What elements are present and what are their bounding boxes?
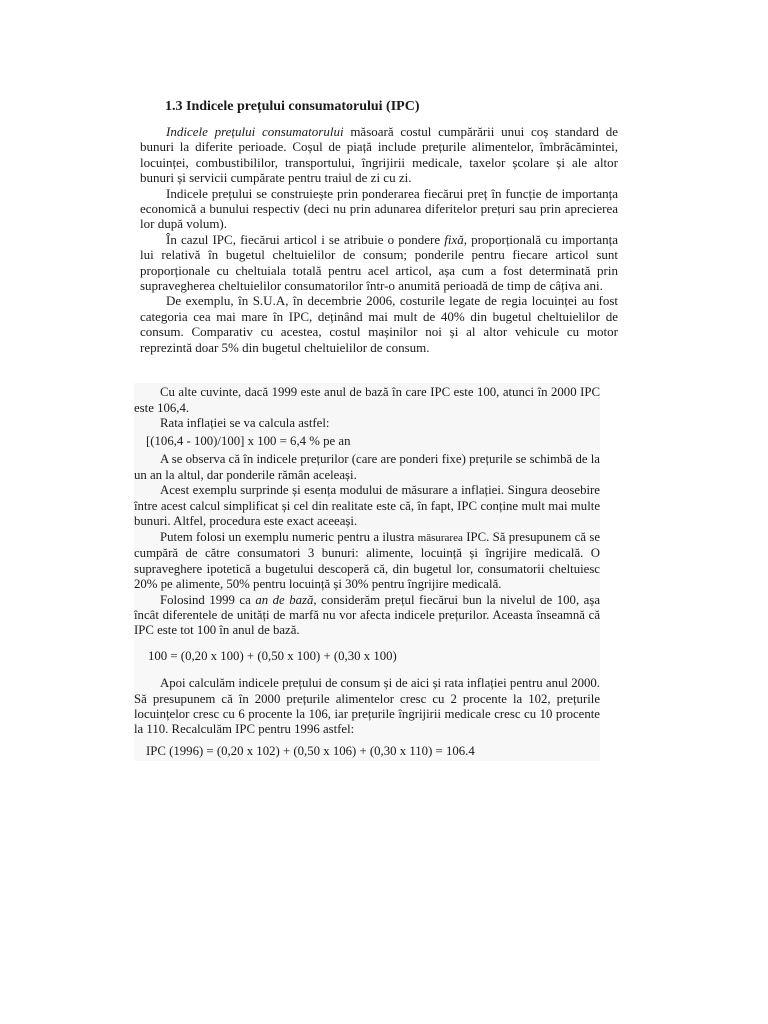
paragraph-numeric-example: Putem folosi un exemplu numeric pentru a ilustra măsurarea IPC. Să presupunem că se cumpără de către consumatori 3 bunuri: alimente, locuință și îngrijire medicală. O supraveghere ipotetică a bugetului descoperă că, din bugetul lor, consumatorii cheltuiesc 20% pe alimente, 50% pentru locuință și 30% pentru îngrijire medicală.	[134, 530, 601, 592]
formula-ipc-1996: IPC (1996) = (0,20 x 102) + (0,50 x 106) + (0,30 x 110) = 106.4	[146, 743, 475, 758]
paragraph-recalculation: Apoi calculăm indicele prețului de consum și de aici și rata inflației pentru anul 2000. Să presupunem că în 2000 prețurile alimentelor cresc cu 2 procente la 102, prețurile locuințelor cresc cu 6 procente la 106, iar prețurile îngrijirii medicale cresc cu 10 procente la 110. Recalculăm IPC pentru 1996 astfel:	[134, 676, 600, 737]
intro-section	[140, 124, 618, 355]
inflation-example-section	[134, 383, 600, 532]
paragraph-rate-intro: Rata inflației se va calcula astfel:	[160, 416, 330, 430]
paragraph-weighting: Indicele prețului se construiește prin ponderarea fiecărui preț în funcție de importanța economică a bunului respectiv (deci nu prin adunarea diferitelor prețuri sau prin aprecierea lor după volum).	[140, 185, 618, 232]
defined-term: Indicele prețului consumatorului	[166, 124, 344, 139]
paragraph-base-year-prices: Folosind 1999 ca an de bază, considerăm prețul fiecărui bun la nivelul de 100, așa încât diferentele de unități de marfă nu vor afecta indicele prețurilor. Aceasta înseamnă că IPC este tot 100 în anul de bază.	[134, 592, 600, 638]
emphasis-fixed: fixă	[444, 231, 464, 247]
inline-small-word: măsurarea	[417, 532, 463, 544]
paragraph-fixed-weights-note: A se observa că în indicele prețurilor (care are ponderi fixe) prețurile se schimbă de la un an la altul, dar ponderile rămân aceleași.	[134, 452, 600, 482]
paragraph-base-year: Cu alte cuvinte, dacă 1999 este anul de bază în care IPC este 100, atunci în 2000 IPC este 106,4.	[134, 385, 600, 415]
paragraph-essence: Acest exemplu surprinde și esența modului de măsurare a inflației. Singura deosebire între acest calcul simplificat și cel din realitate este că, în fapt, IPC conține mult mai multe bunuri. Altfel, procedura este exact aceeași.	[134, 483, 600, 528]
section-title: 1.3 Indicele prețului consumatorului (IPC)	[165, 99, 420, 114]
paragraph-usa-example: De exemplu, în S.U.A, în decembrie 2006, costurile legate de regia locuinței au fost categoria cea mai mare în IPC, deținând mai mult de 40% din bugetul cheltuielilor de consum. Comparativ cu acestea, costul mașinilor noi și al altor vehicule cu motor reprezintă doar 5% din bugetul cheltuielilor de consum.	[140, 293, 618, 355]
formula-inflation-rate: [(106,4 - 100)/100] x 100 = 6,4 % pe an	[146, 433, 351, 448]
paragraph-definition	[140, 124, 618, 186]
paragraph-fixed-weight: În cazul IPC, fiecărui articol i se atribuie o pondere fixă, proporțională cu importanța lui relativă în bugetul cheltuielilor de consum; ponderile pentru fiecare articol sunt proporționale cu cheltuiala totală pentru acel articol, așa cum a fost determinată prin supravegherea cheltuielilor consumatorilor într-o anumită perioadă de timp de câțiva ani.	[140, 231, 619, 294]
definition-text: măsoară costul cumpărării unui coș standard de bunuri la diferite perioade. Coșul de piață include prețurile alimentelor, îmbrăcămintei, locuinței, combustibililor, transportului, îngrijirii medicale, taxelor școlare și ale altor bunuri și servicii cumpărate pentru traiul de zi cu zi.	[140, 124, 619, 186]
formula-base-ipc: 100 = (0,20 x 100) + (0,50 x 100) + (0,30 x 100)	[148, 648, 397, 663]
emphasis-base-year: an de bază	[255, 592, 314, 607]
numeric-example-section	[134, 528, 600, 761]
